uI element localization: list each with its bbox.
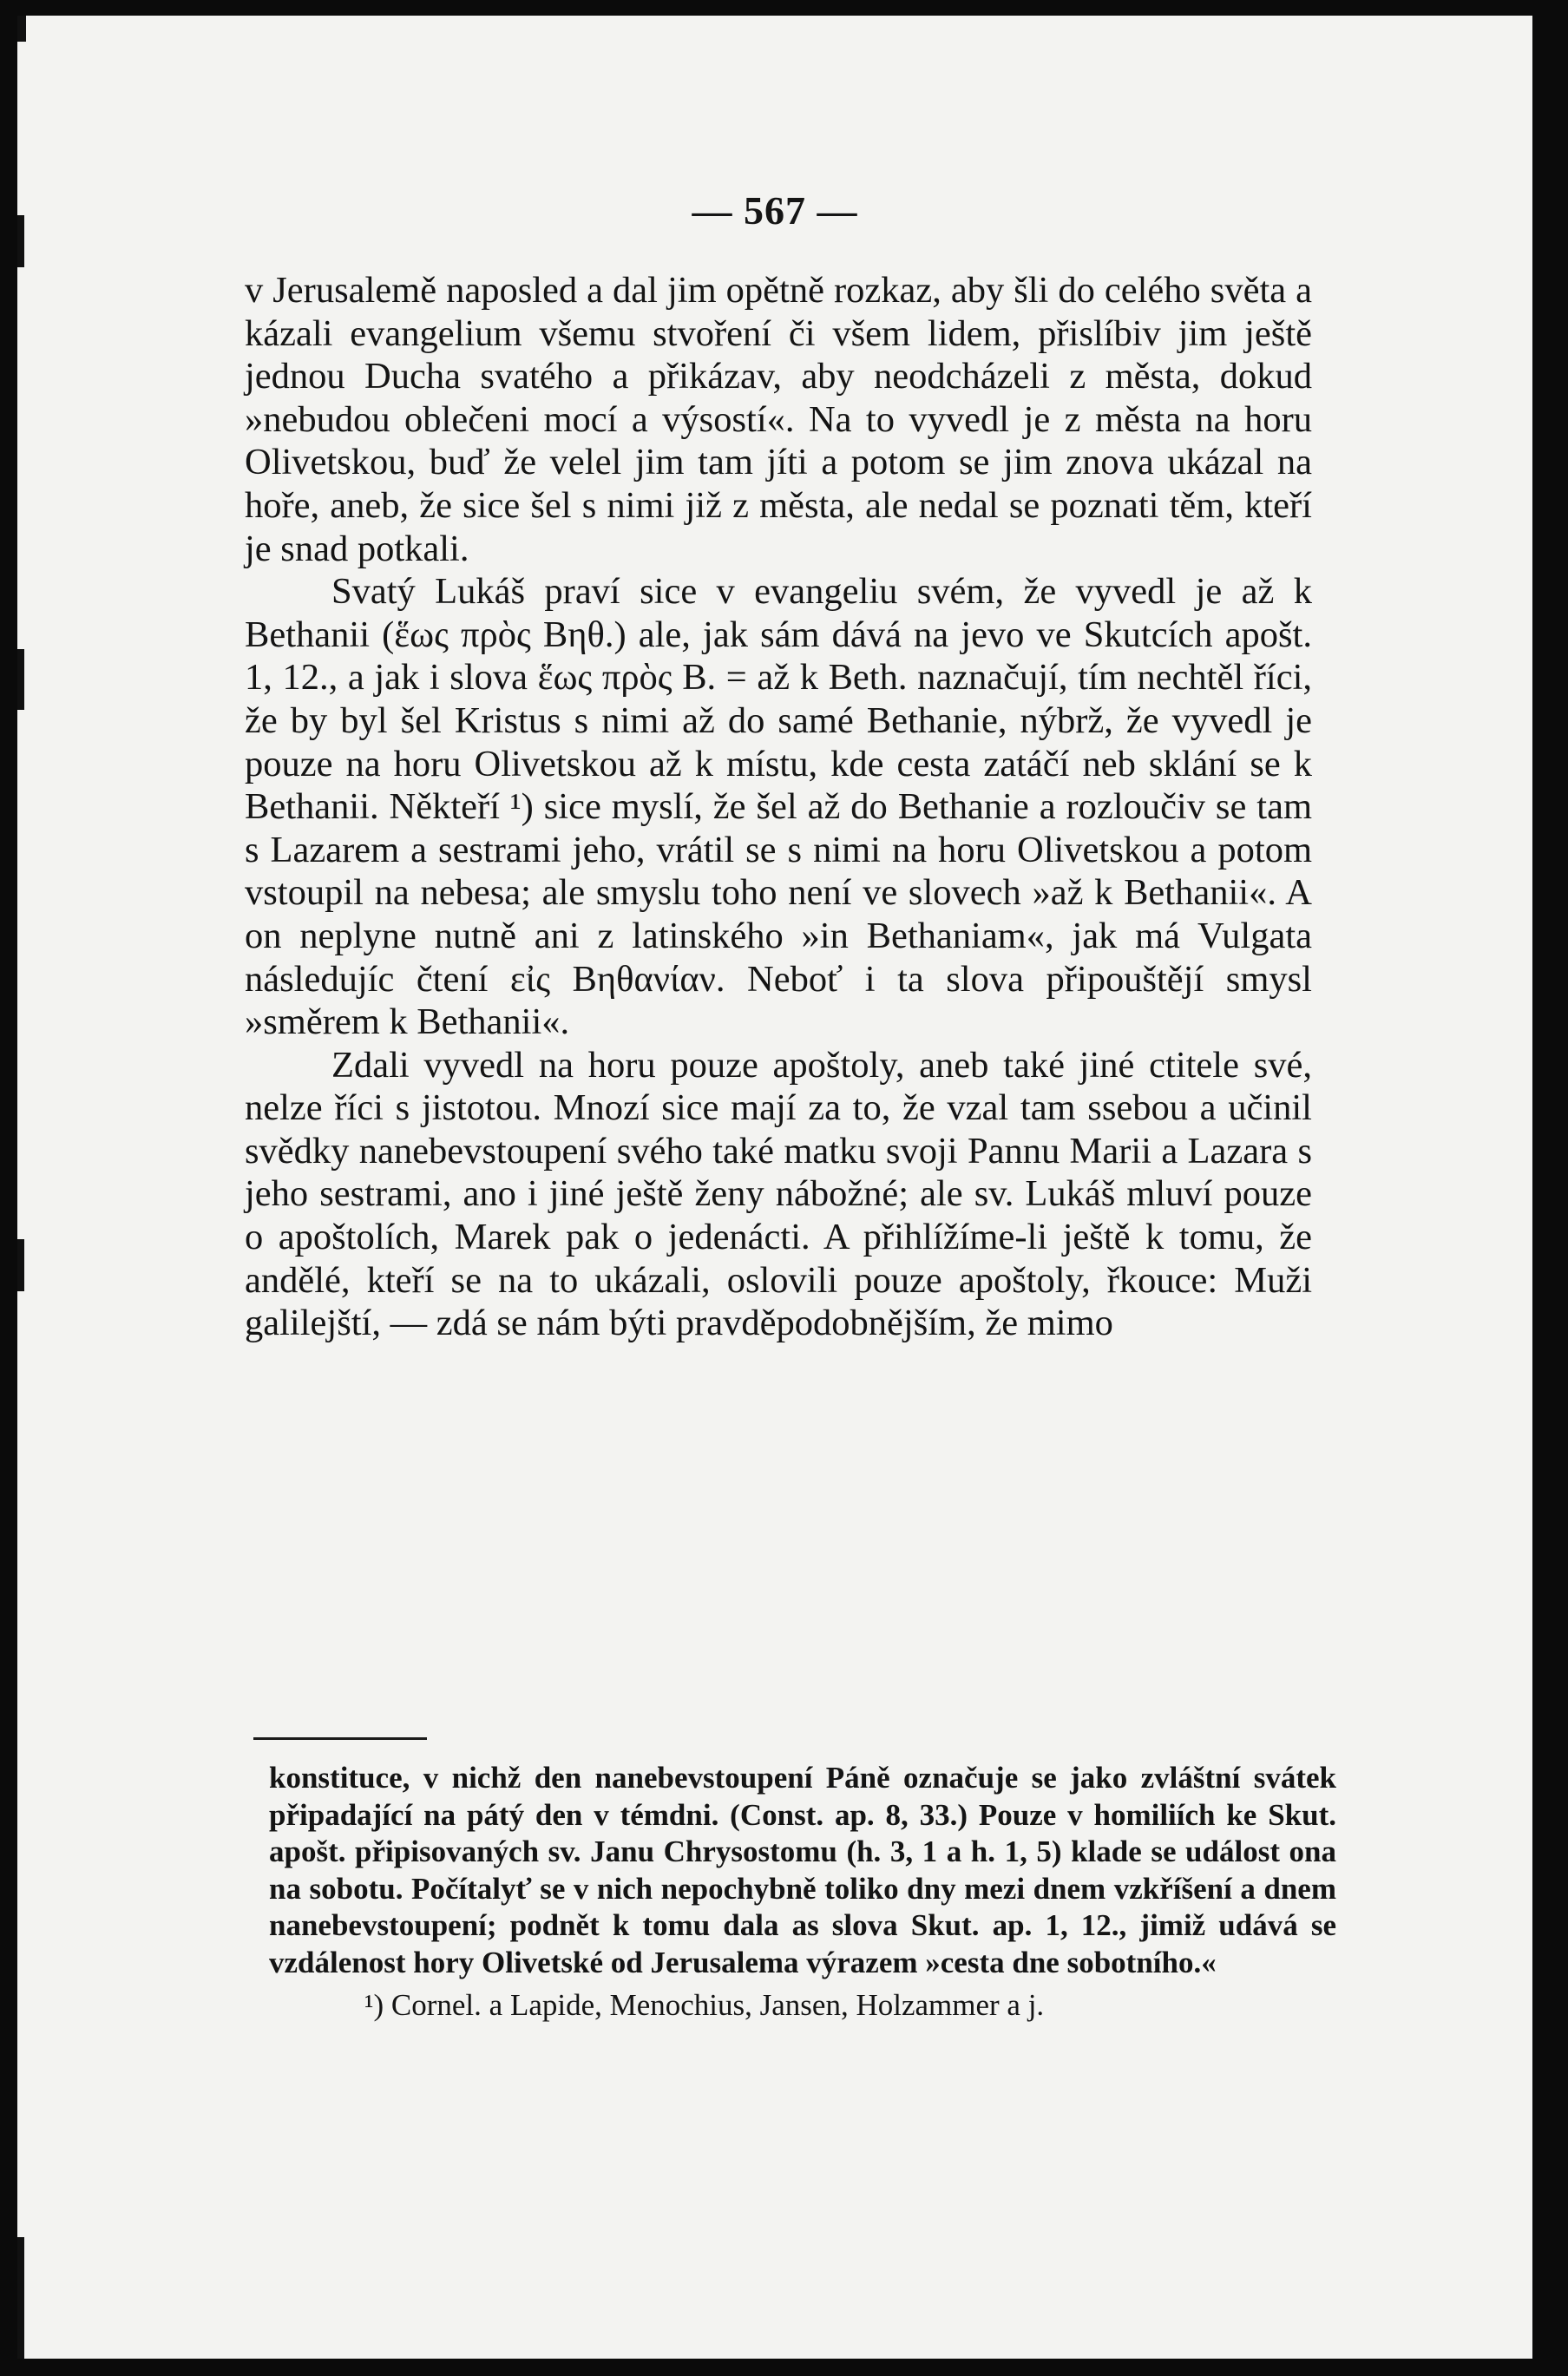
edge-mark — [17, 16, 26, 42]
paragraph: Zdali vyvedl na horu pouze apoštoly, aneb také jiné ctitele své, nelze říci s jistotou. Mnozí sice mají za to, že vzal tam ssebou a učinil svědky nanebevstoupení svého také matku svoji Pannu Marii a Lazara s jeho sestrami, ano i jiné ještě ženy nábožné; ale sv. Lukáš mluví pouze o apoštolích, Marek pak o jedenácti. A přihlížíme-li ještě k tomu, že andělé, kteří se na to ukázali, oslovili pouze apoštoly, řkouce: Muži galilejští, — zdá se nám býti pravděpodobnějším, že mimo — [245, 1044, 1312, 1344]
page-number: — 567 — — [692, 188, 858, 233]
edge-mark — [17, 1239, 24, 1291]
footnote-divider — [253, 1737, 427, 1740]
footnotes — [269, 1760, 1336, 2024]
book-page — [17, 16, 1532, 2359]
paragraph: Svatý Lukáš praví sice v evangeliu svém, že vyvedl je až k Bethanii (ἕως πρὸς Βηθ.) ale, jak sám dává na jevo ve Skutcích apošt. 1, 12., a jak i slova ἕως πρὸς Β. = až k Beth. naznačují, tím nechtěl říci, že by byl šel Kristus s nimi až do samé Bethanie, nýbrž, že vyvedl je pouze na horu Olivetskou až k místu, kde cesta zatáčí neb sklání se k Bethanii. Někteří ¹) sice myslí, že šel až do Bethanie a rozloučiv se tam s Lazarem a sestrami jeho, vrátil se s nimi na horu Olivetskou a potom vstoupil na nebesa; ale smyslu toho není ve slovech »až k Bethanii«. A on neplyne nutně ani z latinského »in Bethaniam«, jak má Vulgata následujíc čtení εἰς Βηθανίαν. Neboť i ta slova připouštějí smysl »směrem k Bethanii«. — [245, 571, 1312, 1043]
paragraph: v Jerusalemě naposled a dal jim opětně rozkaz, aby šli do celého světa a kázali evangelium všemu stvoření či všem lidem, přislíbiv jim ještě jednou Ducha svatého a přikázav, aby neodcházeli z města, dokud »nebudou oblečeni mocí a výsostí«. Na to vyvedl je z města na horu Olivetskou, buď že velel jim tam jíti a potom se jim znova ukázal na hoře, aneb, že sice šel s nimi již z města, ale nedal se poznati těm, kteří je snad potkali. — [245, 270, 1312, 569]
body-text — [245, 269, 1312, 1345]
edge-mark — [17, 2237, 24, 2359]
footnote: ¹) Cornel. a Lapide, Menochius, Jansen, Holzammer a j. — [364, 1987, 1045, 2022]
footnote: konstituce, v nichž den nanebevstoupení Páně označuje se jako zvláštní svátek připadající na pátý den v témdni. (Const. ap. 8, 33.) Pouze v homiliích ke Skut. apošt. připisovaných sv. Janu Chrysostomu (h. 3, 1 a h. 1, 5) klade se událost ona na sobotu. Počítalyť se v nich nepochybně toliko dny mezi dnem vzkříšení a dnem nanebevstoupení; podnět k tomu dala as slova Skut. ap. 1, 12., jimiž udává se vzdálenost hory Olivetské od Jerusalema výrazem »cesta dne sobotního.« — [269, 1761, 1336, 1979]
edge-mark — [17, 649, 24, 710]
